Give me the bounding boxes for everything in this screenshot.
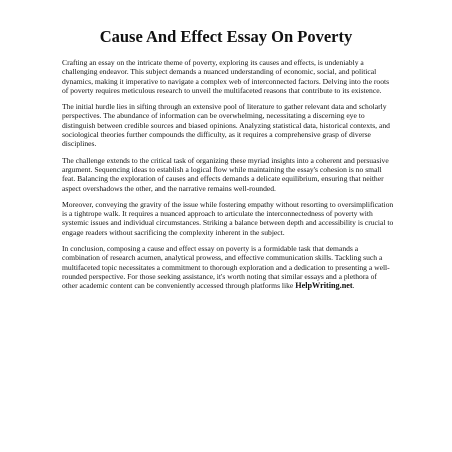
paragraph-3: The challenge extends to the critical task of organizing these myriad insights into a coherent and persuasive argument. Sequencing ideas to establish a logical flow while maintaining the essay's cohesion is no small feat. Balancing the exploration of causes and effects demands a delicate equilibrium, ensuring that neither aspect overshadows the other, and the narrative remains well-rounded. bbox=[62, 155, 389, 193]
paragraph-conclusion bbox=[62, 244, 394, 290]
helpwriting-link[interactable]: HelpWriting.net bbox=[295, 281, 353, 291]
paragraph-4: Moreover, conveying the gravity of the issue while fostering empathy without resorting to oversimplification is a tightrope walk. It requires a nuanced approach to articulate the interconnectedness of poverty with systemic issues and individual circumstances. Striking a balance between depth and accessibility is crucial to engage readers without sacrificing the complexity inherent in the subject. bbox=[62, 199, 394, 237]
paragraph-2: The initial hurdle lies in sifting through an extensive pool of literature to gather relevant data and scholarly perspectives. The abundance of information can be overwhelming, necessitating a discerning eye to distinguish between credible sources and biased opinions. Analyzing statistical data, historical contexts, and sociological theories further compounds the difficulty, as it requires a comprehensive grasp of diverse disciplines. bbox=[62, 102, 390, 149]
paragraph-1: Crafting an essay on the intricate theme of poverty, exploring its causes and effects, is undeniably a challenging endeavor. This subject demands a nuanced understanding of economic, social, and political dynamics, making it imperative to navigate a complex web of interconnected factors. Delving into the roots of poverty requires meticulous research to unveil the multifaceted reasons that contribute to its existence. bbox=[62, 58, 390, 95]
conclusion-period: . bbox=[352, 281, 355, 291]
conclusion-text: In conclusion, composing a cause and effect essay on poverty is a formidable task that demands a combination of research acumen, analytical prowess, and effective communication skills. Tackling such a multifaceted topic necessitates a commitment to thorough exploration and a dedication to presenting a well-rounded perspective. For those seeking assistance, it's worth noting that similar essays and a plethora of other academic content can be conveniently accessed through platforms like bbox=[62, 244, 390, 291]
page-title: Cause And Effect Essay On Poverty bbox=[99, 27, 353, 46]
essay-body bbox=[62, 58, 394, 298]
